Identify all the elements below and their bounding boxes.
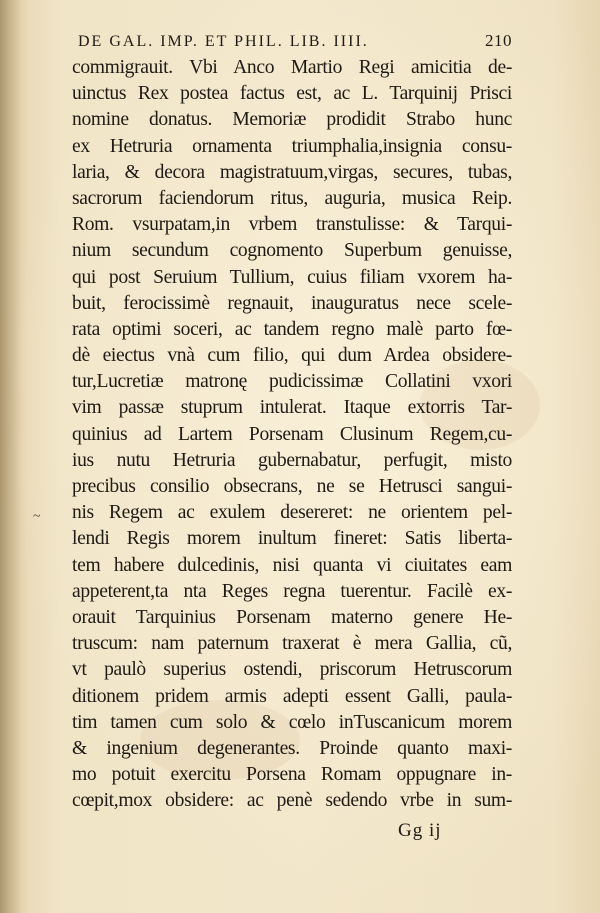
text-line: lendi Regis morem inultum fineret: Satis liberta- (72, 528, 512, 550)
text-line: tur,Lucretiæ matronę pudicissimæ Collatini vxori (72, 371, 512, 393)
text-line: rata optimi soceri, ac tandem regno malè parto fœ- (72, 318, 512, 340)
text-line: ditionem pridem armis adepti essent Galli, paula- (72, 685, 512, 707)
text-line: vt paulò superius ostendi, priscorum Hetruscorum (72, 659, 512, 681)
text-line: commigrauit. Vbi Anco Martio Regi amicitia de- (72, 57, 512, 78)
text-line: truscum: nam paternum traxerat è mera Gallia, cũ, (72, 633, 512, 655)
text-line: sacrorum faciendorum ritus, auguria, musica Reip. (72, 187, 512, 209)
text-line: nomine donatus. Memoriæ prodidit Strabo hunc (72, 109, 512, 131)
signature-mark: Gg ij (398, 820, 442, 841)
text-line: orauit Tarquinius Porsenam materno genere He- (72, 606, 512, 628)
text-line: uinctus Rex postea factus est, ac L. Tarquinij Prisci (72, 83, 512, 105)
text-line: cœpit,mox obsidere: ac penè sedendo vrbe in sum- (72, 790, 512, 812)
text-line: Rom. vsurpatam,in vrbem transtulisse: & Tarqui- (72, 214, 512, 236)
text-line: vim passæ stuprum intulerat. Itaque extorris Tar- (72, 397, 512, 419)
text-line: appeterent,ta nta Reges regna tuerentur. Facilè ex- (72, 580, 512, 602)
running-head: DE GAL. IMP. ET PHIL. LIB. IIII. (78, 33, 369, 50)
text-line: & ingenium degenerantes. Proinde quanto maxi- (72, 737, 512, 759)
text-line: quinius ad Lartem Porsenam Clusinum Regem,cu- (72, 423, 512, 445)
text-line: nis Regem ac exulem desereret: ne orientem pel- (72, 502, 512, 524)
text-line: buit, ferocissimè regnauit, inauguratus nece scele- (72, 292, 512, 314)
text-line: ex Hetruria ornamenta triumphalia,insignia consu- (72, 135, 512, 157)
page-number: 210 (485, 31, 512, 50)
text-line: dè eiectus vnà cum filio, qui dum Ardea obsidere- (72, 345, 512, 367)
text-line: mo potuit exercitu Porsena Romam oppugnare in- (72, 764, 512, 786)
body-text (72, 55, 512, 814)
text-line: precibus consilio obsecrans, ne se Hetrusci sangui- (72, 476, 512, 497)
page-header (78, 31, 512, 53)
text-line: nium secundum cognomento Superbum genuisse, (72, 240, 512, 262)
margin-mark: ~ (33, 509, 41, 524)
text-line: qui post Seruium Tullium, cuius filiam vxorem ha- (72, 266, 512, 288)
text-line: laria, & decora magistratuum,virgas, secures, tubas, (72, 161, 512, 183)
text-line: tem habere dulcedinis, nisi quanta vi ciuitates eam (72, 554, 512, 576)
gutter-shadow (0, 0, 22, 913)
text-line: ius nutu Hetruria gubernabatur, perfugit, misto (72, 449, 512, 471)
text-line: tim tamen cum solo & cœlo inTuscanicum morem (72, 711, 512, 733)
